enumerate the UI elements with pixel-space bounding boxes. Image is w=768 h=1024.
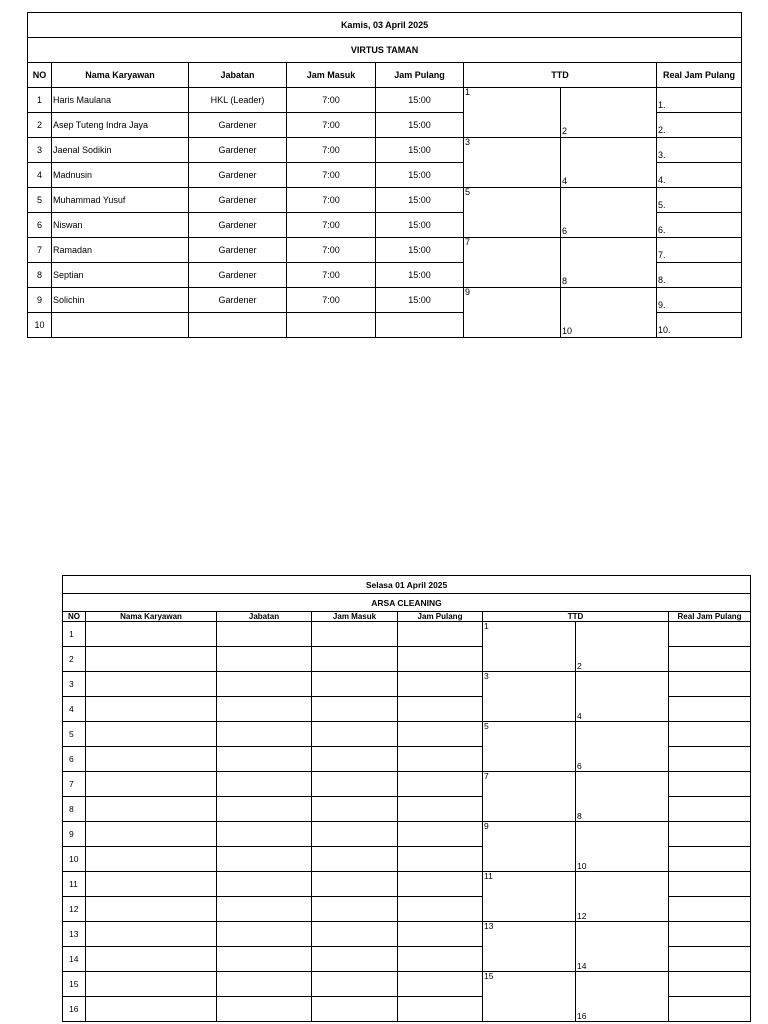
row-nama: Septian — [52, 263, 189, 288]
row-nama — [86, 747, 217, 772]
row-jam-pulang — [376, 313, 464, 338]
header-jam-masuk: Jam Masuk — [312, 612, 398, 622]
header-ttd: TTD — [483, 612, 669, 622]
header-real-jam-pulang: Real Jam Pulang — [669, 612, 751, 622]
row-no: 7 — [28, 238, 52, 263]
row-real-jam-pulang: 7. — [657, 238, 742, 263]
row-jam-masuk — [312, 672, 398, 697]
table-row — [63, 772, 751, 797]
signature-cell: 11 — [483, 872, 576, 922]
row-real-jam-pulang — [669, 822, 751, 847]
row-real-jam-pulang — [669, 997, 751, 1022]
signature-cell: 1 — [464, 88, 561, 138]
row-no: 3 — [28, 138, 52, 163]
signature-cell: 2 — [561, 88, 657, 138]
row-no: 16 — [63, 997, 86, 1022]
row-jabatan — [217, 947, 312, 972]
row-jabatan — [217, 622, 312, 647]
row-no: 15 — [63, 972, 86, 997]
table-row — [28, 188, 742, 213]
header-ttd: TTD — [464, 63, 657, 88]
row-jabatan — [217, 897, 312, 922]
row-real-jam-pulang: 3. — [657, 138, 742, 163]
row-real-jam-pulang: 1. — [657, 88, 742, 113]
row-real-jam-pulang: 10. — [657, 313, 742, 338]
row-jabatan: Gardener — [189, 138, 287, 163]
signature-cell: 10 — [576, 822, 669, 872]
row-jam-masuk — [312, 622, 398, 647]
row-jam-pulang: 15:00 — [376, 138, 464, 163]
row-no: 2 — [63, 647, 86, 672]
row-jam-masuk — [312, 647, 398, 672]
signature-cell: 2 — [576, 622, 669, 672]
signature-cell: 15 — [483, 972, 576, 1022]
row-nama — [86, 872, 217, 897]
header-jam-pulang: Jam Pulang — [398, 612, 483, 622]
row-nama: Ramadan — [52, 238, 189, 263]
table-row — [63, 822, 751, 847]
row-jam-pulang: 15:00 — [376, 263, 464, 288]
row-jam-pulang: 15:00 — [376, 188, 464, 213]
row-no: 14 — [63, 947, 86, 972]
row-jabatan — [217, 972, 312, 997]
row-jabatan: Gardener — [189, 213, 287, 238]
row-jam-pulang — [398, 947, 483, 972]
row-real-jam-pulang — [669, 697, 751, 722]
row-jam-masuk — [312, 922, 398, 947]
table-row — [28, 138, 742, 163]
attendance-table-virtus-taman — [27, 12, 742, 338]
row-jam-pulang — [398, 772, 483, 797]
row-real-jam-pulang — [669, 972, 751, 997]
header-no: NO — [63, 612, 86, 622]
table-row — [63, 922, 751, 947]
row-no: 9 — [63, 822, 86, 847]
row-jam-masuk — [287, 313, 376, 338]
row-jabatan: Gardener — [189, 288, 287, 313]
row-jabatan — [217, 722, 312, 747]
signature-cell: 16 — [576, 972, 669, 1022]
row-jam-masuk: 7:00 — [287, 88, 376, 113]
signature-cell: 8 — [561, 238, 657, 288]
row-real-jam-pulang: 4. — [657, 163, 742, 188]
row-nama — [86, 897, 217, 922]
row-jam-masuk — [312, 997, 398, 1022]
row-jam-masuk: 7:00 — [287, 263, 376, 288]
table-row — [63, 972, 751, 997]
table-title: VIRTUS TAMAN — [28, 38, 742, 63]
row-jam-masuk: 7:00 — [287, 213, 376, 238]
row-jam-masuk — [312, 872, 398, 897]
row-jabatan — [217, 672, 312, 697]
row-jam-pulang: 15:00 — [376, 163, 464, 188]
row-jam-pulang — [398, 972, 483, 997]
row-jam-pulang: 15:00 — [376, 213, 464, 238]
signature-cell: 9 — [464, 288, 561, 338]
row-real-jam-pulang: 2. — [657, 113, 742, 138]
signature-cell: 13 — [483, 922, 576, 972]
row-real-jam-pulang — [669, 722, 751, 747]
signature-cell: 7 — [483, 772, 576, 822]
signature-cell: 3 — [483, 672, 576, 722]
row-real-jam-pulang — [669, 897, 751, 922]
row-nama: Haris Maulana — [52, 88, 189, 113]
row-no: 1 — [28, 88, 52, 113]
row-jabatan — [217, 797, 312, 822]
header-real-jam-pulang: Real Jam Pulang — [657, 63, 742, 88]
signature-cell: 1 — [483, 622, 576, 672]
signature-cell: 5 — [464, 188, 561, 238]
row-real-jam-pulang — [669, 622, 751, 647]
row-jam-masuk — [312, 697, 398, 722]
row-no: 4 — [63, 697, 86, 722]
table-row — [63, 622, 751, 647]
signature-cell: 4 — [576, 672, 669, 722]
row-nama — [86, 922, 217, 947]
row-no: 12 — [63, 897, 86, 922]
row-no: 6 — [63, 747, 86, 772]
row-jam-pulang: 15:00 — [376, 113, 464, 138]
header-nama: Nama Karyawan — [52, 63, 189, 88]
row-no: 8 — [63, 797, 86, 822]
row-jam-masuk — [312, 722, 398, 747]
row-jam-pulang: 15:00 — [376, 288, 464, 313]
row-jam-pulang — [398, 697, 483, 722]
row-nama — [52, 313, 189, 338]
row-jabatan — [217, 697, 312, 722]
row-jam-pulang — [398, 997, 483, 1022]
row-nama: Muhammad Yusuf — [52, 188, 189, 213]
header-jam-pulang: Jam Pulang — [376, 63, 464, 88]
row-no: 3 — [63, 672, 86, 697]
row-real-jam-pulang — [669, 772, 751, 797]
row-jabatan — [217, 997, 312, 1022]
row-jam-pulang — [398, 622, 483, 647]
row-nama — [86, 647, 217, 672]
header-nama: Nama Karyawan — [86, 612, 217, 622]
row-nama — [86, 722, 217, 747]
row-jabatan — [217, 647, 312, 672]
row-jam-masuk — [312, 972, 398, 997]
signature-cell: 4 — [561, 138, 657, 188]
row-no: 11 — [63, 872, 86, 897]
row-nama — [86, 997, 217, 1022]
row-no: 5 — [28, 188, 52, 213]
row-real-jam-pulang — [669, 922, 751, 947]
row-nama: Jaenal Sodikin — [52, 138, 189, 163]
row-jam-masuk: 7:00 — [287, 113, 376, 138]
signature-cell: 5 — [483, 722, 576, 772]
row-nama: Madnusin — [52, 163, 189, 188]
row-no: 1 — [63, 622, 86, 647]
row-jam-masuk: 7:00 — [287, 163, 376, 188]
row-jam-masuk: 7:00 — [287, 138, 376, 163]
row-no: 13 — [63, 922, 86, 947]
row-jam-pulang — [398, 822, 483, 847]
row-real-jam-pulang — [669, 797, 751, 822]
row-jam-pulang — [398, 922, 483, 947]
signature-cell: 7 — [464, 238, 561, 288]
row-jam-pulang — [398, 797, 483, 822]
row-jabatan: Gardener — [189, 188, 287, 213]
row-real-jam-pulang — [669, 847, 751, 872]
row-jam-masuk — [312, 772, 398, 797]
row-jam-masuk: 7:00 — [287, 238, 376, 263]
row-no: 4 — [28, 163, 52, 188]
row-jam-pulang: 15:00 — [376, 88, 464, 113]
row-real-jam-pulang — [669, 672, 751, 697]
row-no: 10 — [28, 313, 52, 338]
row-jabatan — [189, 313, 287, 338]
row-real-jam-pulang: 8. — [657, 263, 742, 288]
table-row — [28, 238, 742, 263]
signature-cell: 14 — [576, 922, 669, 972]
row-real-jam-pulang: 6. — [657, 213, 742, 238]
row-real-jam-pulang — [669, 947, 751, 972]
signature-cell: 10 — [561, 288, 657, 338]
row-real-jam-pulang: 5. — [657, 188, 742, 213]
row-jam-masuk — [312, 947, 398, 972]
row-jabatan: Gardener — [189, 238, 287, 263]
row-nama — [86, 847, 217, 872]
row-jam-masuk — [312, 847, 398, 872]
row-jam-pulang — [398, 647, 483, 672]
row-jabatan — [217, 847, 312, 872]
row-jam-masuk — [312, 897, 398, 922]
table-row — [28, 288, 742, 313]
row-no: 10 — [63, 847, 86, 872]
header-jam-masuk: Jam Masuk — [287, 63, 376, 88]
row-jam-masuk — [312, 797, 398, 822]
signature-cell: 8 — [576, 772, 669, 822]
row-jam-pulang — [398, 872, 483, 897]
row-jam-masuk: 7:00 — [287, 188, 376, 213]
row-nama — [86, 947, 217, 972]
row-jabatan: Gardener — [189, 263, 287, 288]
row-real-jam-pulang — [669, 872, 751, 897]
table-title: ARSA CLEANING — [63, 594, 751, 612]
row-jabatan — [217, 747, 312, 772]
row-jabatan — [217, 822, 312, 847]
row-nama — [86, 797, 217, 822]
row-no: 8 — [28, 263, 52, 288]
row-nama — [86, 972, 217, 997]
header-jabatan: Jabatan — [189, 63, 287, 88]
row-no: 2 — [28, 113, 52, 138]
row-real-jam-pulang — [669, 747, 751, 772]
row-nama: Niswan — [52, 213, 189, 238]
signature-cell: 9 — [483, 822, 576, 872]
row-jabatan — [217, 772, 312, 797]
row-nama — [86, 697, 217, 722]
table-row — [63, 722, 751, 747]
row-jam-pulang — [398, 847, 483, 872]
table-header-row — [63, 612, 751, 622]
row-jam-masuk: 7:00 — [287, 288, 376, 313]
row-jabatan — [217, 872, 312, 897]
attendance-table-arsa-cleaning — [62, 575, 751, 1022]
row-nama: Asep Tuteng Indra Jaya — [52, 113, 189, 138]
row-no: 7 — [63, 772, 86, 797]
table-row — [63, 672, 751, 697]
row-jam-pulang — [398, 722, 483, 747]
table-date: Kamis, 03 April 2025 — [28, 13, 742, 38]
row-jam-pulang: 15:00 — [376, 238, 464, 263]
header-jabatan: Jabatan — [217, 612, 312, 622]
row-jam-pulang — [398, 672, 483, 697]
row-no: 5 — [63, 722, 86, 747]
row-no: 9 — [28, 288, 52, 313]
row-real-jam-pulang: 9. — [657, 288, 742, 313]
row-nama: Solichin — [52, 288, 189, 313]
row-nama — [86, 772, 217, 797]
header-no: NO — [28, 63, 52, 88]
row-jam-masuk — [312, 747, 398, 772]
signature-cell: 3 — [464, 138, 561, 188]
signature-cell: 6 — [561, 188, 657, 238]
table-row — [63, 872, 751, 897]
row-nama — [86, 672, 217, 697]
row-jabatan: Gardener — [189, 113, 287, 138]
signature-cell: 6 — [576, 722, 669, 772]
table-date: Selasa 01 April 2025 — [63, 576, 751, 594]
row-nama — [86, 622, 217, 647]
row-jam-masuk — [312, 822, 398, 847]
row-no: 6 — [28, 213, 52, 238]
table-row — [28, 88, 742, 113]
row-jam-pulang — [398, 897, 483, 922]
signature-cell: 12 — [576, 872, 669, 922]
row-real-jam-pulang — [669, 647, 751, 672]
row-jabatan — [217, 922, 312, 947]
table-header-row — [28, 63, 742, 88]
row-jabatan: Gardener — [189, 163, 287, 188]
row-nama — [86, 822, 217, 847]
row-jabatan: HKL (Leader) — [189, 88, 287, 113]
row-jam-pulang — [398, 747, 483, 772]
